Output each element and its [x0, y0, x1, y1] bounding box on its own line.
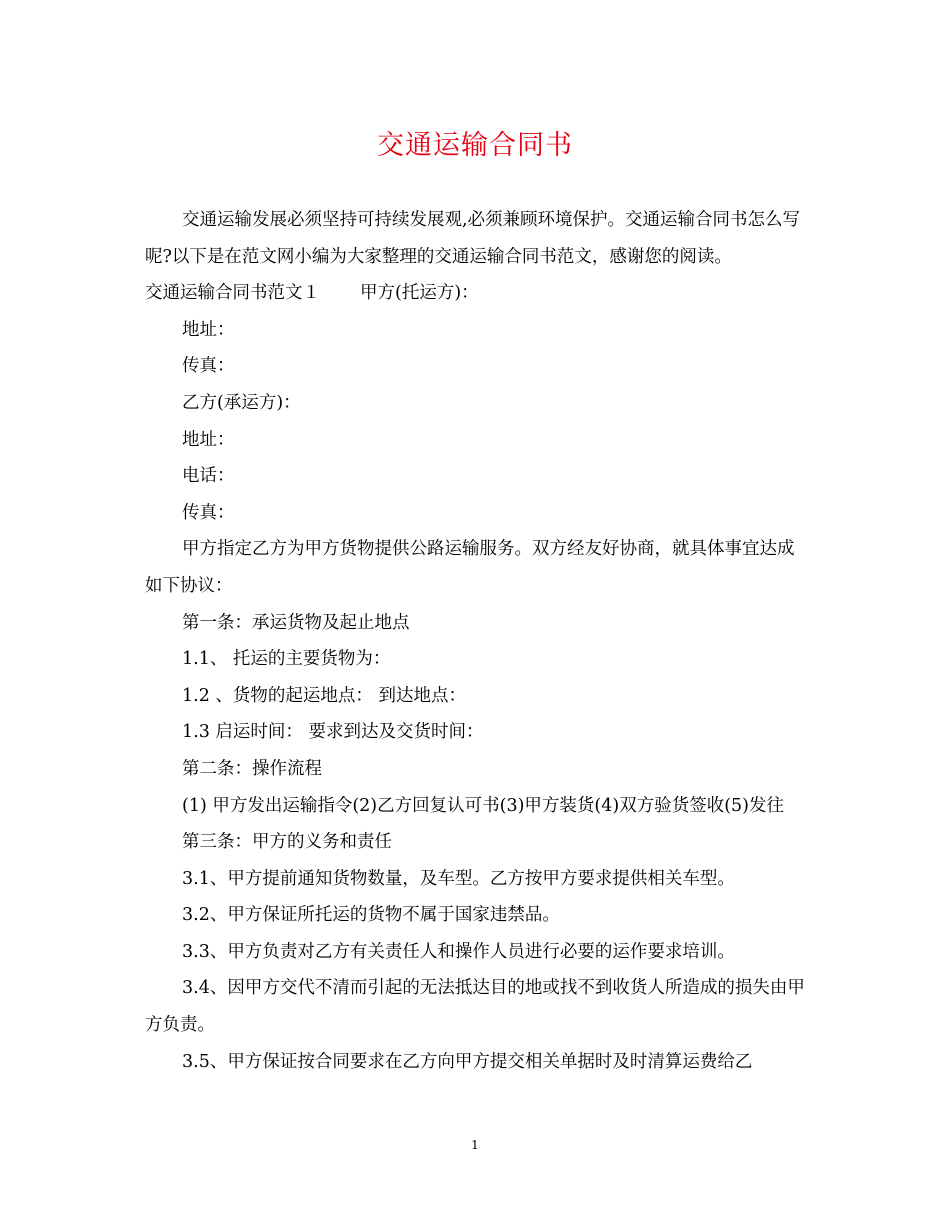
party-a-label: 甲方(托运方)：: [360, 283, 479, 304]
party-b-phone: 电话：: [182, 466, 235, 487]
clause-3-1: 3.1、甲方提前通知货物数量，及车型。乙方按甲方要求提供相关车型。: [182, 868, 735, 889]
party-b-address: 地址：: [182, 429, 235, 450]
clause-3-4: 3.4、因甲方交代不清而引起的无法抵达目的地或找不到收货人所造成的损失由甲方负责。: [145, 978, 805, 1036]
clause-3-5: 3.5、甲方保证按合同要求在乙方向甲方提交相关单据时及时清算运费给乙: [182, 1051, 753, 1072]
clause-1-1: 1.1、 托运的主要货物为：: [182, 649, 391, 670]
article-3-heading: 第三条：甲方的义务和责任: [182, 832, 392, 853]
process-steps: (1) 甲方发出运输指令(2)乙方回复认可书(3)甲方装货(4)双方验货签收(5)发往: [182, 795, 785, 816]
clause-3-3: 3.3、甲方负责对乙方有关责任人和操作人员进行必要的运作要求培训。: [182, 941, 735, 962]
clause-1-2: 1.2 、货物的起运地点： 到达地点：: [182, 685, 466, 706]
agreement-intro: 甲方指定乙方为甲方货物提供公路运输服务。双方经友好协商，就具体事宜达成如下协议：: [145, 539, 795, 596]
article-1-heading: 第一条：承运货物及起止地点: [182, 612, 410, 633]
intro-paragraph: 交通运输发展必须坚持可持续发展观,必须兼顾环境保护。交通运输合同书怎么写呢?以下是在范文网小编为大家整理的交通运输合同书范文，感谢您的阅读。: [145, 210, 801, 267]
clause-3-2: 3.2、甲方保证所托运的货物不属于国家违禁品。: [182, 905, 560, 926]
page-number: 1: [471, 1138, 479, 1152]
party-b-fax: 传真：: [182, 502, 235, 523]
party-a-fax: 传真：: [182, 356, 235, 377]
sample-heading: 交通运输合同书范文１: [145, 283, 320, 304]
clause-1-3: 1.3 启运时间： 要求到达及交货时间：: [182, 722, 484, 743]
party-b-label: 乙方(承运方)：: [182, 392, 301, 413]
article-2-heading: 第二条：操作流程: [182, 758, 322, 779]
document-body: [145, 202, 805, 1080]
party-a-address: 地址：: [182, 319, 235, 340]
document-title: 交通运输合同书: [377, 130, 573, 161]
sample-heading-line: [145, 275, 805, 312]
